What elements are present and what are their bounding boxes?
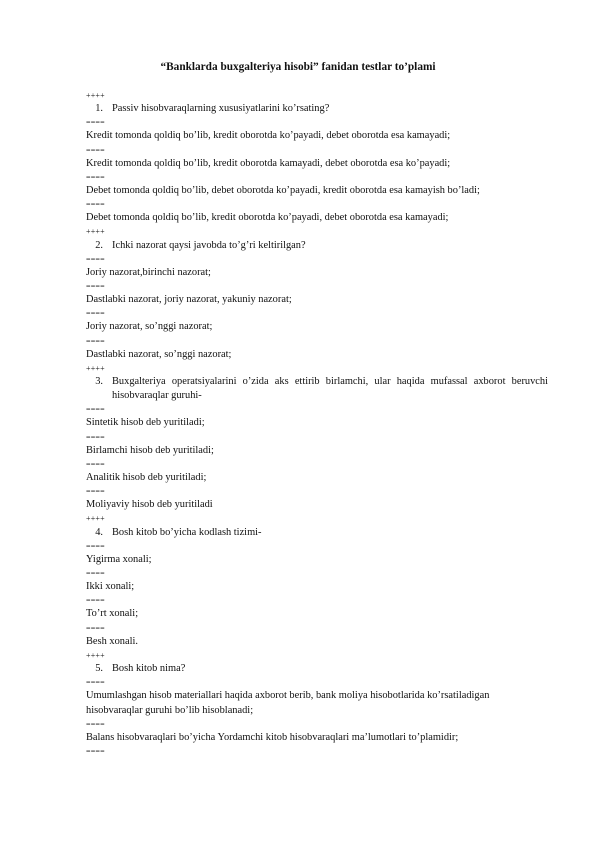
answer-option: Birlamchi hisob deb yuritiladi; bbox=[86, 444, 214, 456]
answer-marker: ==== bbox=[86, 596, 105, 606]
question-text: Bosh kitob nima? bbox=[112, 662, 186, 674]
question-marker: ++++ bbox=[86, 650, 105, 660]
answer-option: Ikki xonali; bbox=[86, 581, 135, 593]
question-marker: ++++ bbox=[86, 514, 105, 524]
answer-option: Joriy nazorat, so’nggi nazorat; bbox=[86, 321, 213, 333]
answer-option: Joriy nazorat,birinchi nazorat; bbox=[86, 266, 211, 278]
document-title: “Banklarda buxgalteriya hisobi” fanidan testlar to’plami bbox=[160, 61, 436, 73]
answer-marker: ==== bbox=[86, 432, 105, 442]
question-1 bbox=[86, 102, 548, 116]
question-number: 4. bbox=[95, 526, 103, 538]
answer-marker: ==== bbox=[86, 118, 105, 128]
question-marker: ++++ bbox=[86, 91, 105, 100]
question-5 bbox=[86, 662, 548, 676]
question-marker: ++++ bbox=[86, 363, 105, 373]
answer-marker: ==== bbox=[86, 569, 105, 579]
question-marker: ++++ bbox=[86, 227, 105, 237]
answer-option: Debet tomonda qoldiq bo’lib, debet oborotda ko’payadi, kredit oborotda esa kamayish bo’ladi; bbox=[86, 184, 480, 196]
question-text: Bosh kitob bo’yicha kodlash tizimi- bbox=[112, 526, 262, 538]
test-list bbox=[86, 89, 548, 758]
answer-marker: ==== bbox=[86, 747, 105, 757]
answer-marker: ==== bbox=[86, 200, 105, 210]
answer-marker: ==== bbox=[86, 172, 105, 182]
answer-option: Kredit tomonda qoldiq bo’lib, kredit oborotda kamayadi, debet oborotda esa ko’payadi; bbox=[86, 157, 451, 169]
answer-marker: ==== bbox=[86, 405, 105, 415]
answer-option: Dastlabki nazorat, joriy nazorat, yakuniy nazorat; bbox=[86, 294, 292, 306]
answer-option: Besh xonali. bbox=[86, 635, 138, 647]
answer-option: Analitik hisob deb yuritiladi; bbox=[86, 472, 207, 483]
answer-marker: ==== bbox=[86, 487, 105, 497]
answer-marker: ==== bbox=[86, 254, 105, 264]
question-number: 2. bbox=[95, 239, 103, 251]
answer-marker: ==== bbox=[86, 145, 105, 155]
answer-option: Debet tomonda qoldiq bo’lib, kredit oborotda ko’payadi, debet oborotda esa kamayadi; bbox=[86, 212, 449, 224]
question-text: Ichki nazorat qaysi javobda to’g’ri keltirilgan? bbox=[112, 239, 306, 251]
question-2 bbox=[86, 239, 548, 253]
answer-marker: ==== bbox=[86, 459, 105, 469]
question-3 bbox=[86, 375, 548, 403]
answer-marker: ==== bbox=[86, 282, 105, 291]
answer-marker: ==== bbox=[86, 309, 105, 319]
answer-option: Umumlashgan hisob materiallari haqida axborot berib, bank moliya hisobotlarida ko’rsatiladigan hisobvaraqlar guruhi bo’lib hisoblanadi; bbox=[86, 690, 490, 716]
question-number: 3. bbox=[95, 375, 103, 387]
answer-marker: ==== bbox=[86, 678, 105, 688]
answer-marker: ==== bbox=[86, 623, 105, 633]
answer-option: Kredit tomonda qoldiq bo’lib, kredit oborotda ko’payadi, debet oborotda esa kamayadi; bbox=[86, 130, 451, 142]
question-number: 5. bbox=[95, 662, 103, 674]
question-text: Buxgalteriya operatsiyalarini o’zida aks ettirib birlamchi, ular haqida mufassal axborot beruvchi hisobvaraqlar guruhi- bbox=[112, 375, 548, 402]
answer-marker: ==== bbox=[86, 336, 105, 346]
question-4 bbox=[86, 526, 548, 540]
answer-marker: ==== bbox=[86, 541, 105, 551]
answer-option: Yigirma xonali; bbox=[86, 553, 152, 565]
question-text: Passiv hisobvaraqlarning xususiyatlarini ko’rsating? bbox=[112, 103, 330, 115]
answer-option: Sintetik hisob deb yuritiladi; bbox=[86, 417, 205, 429]
answer-option: To’rt xonali; bbox=[86, 608, 139, 620]
answer-option: Balans hisobvaraqlari bo’yicha Yordamchi kitob hisobvaraqlari ma’lumotlari to’plamidir; bbox=[86, 732, 459, 744]
answer-marker: ==== bbox=[86, 720, 105, 730]
answer-option: Moliyaviy hisob deb yuritiladi bbox=[86, 499, 213, 511]
answer-option: Dastlabki nazorat, so’nggi nazorat; bbox=[86, 348, 232, 360]
question-number: 1. bbox=[95, 103, 103, 115]
